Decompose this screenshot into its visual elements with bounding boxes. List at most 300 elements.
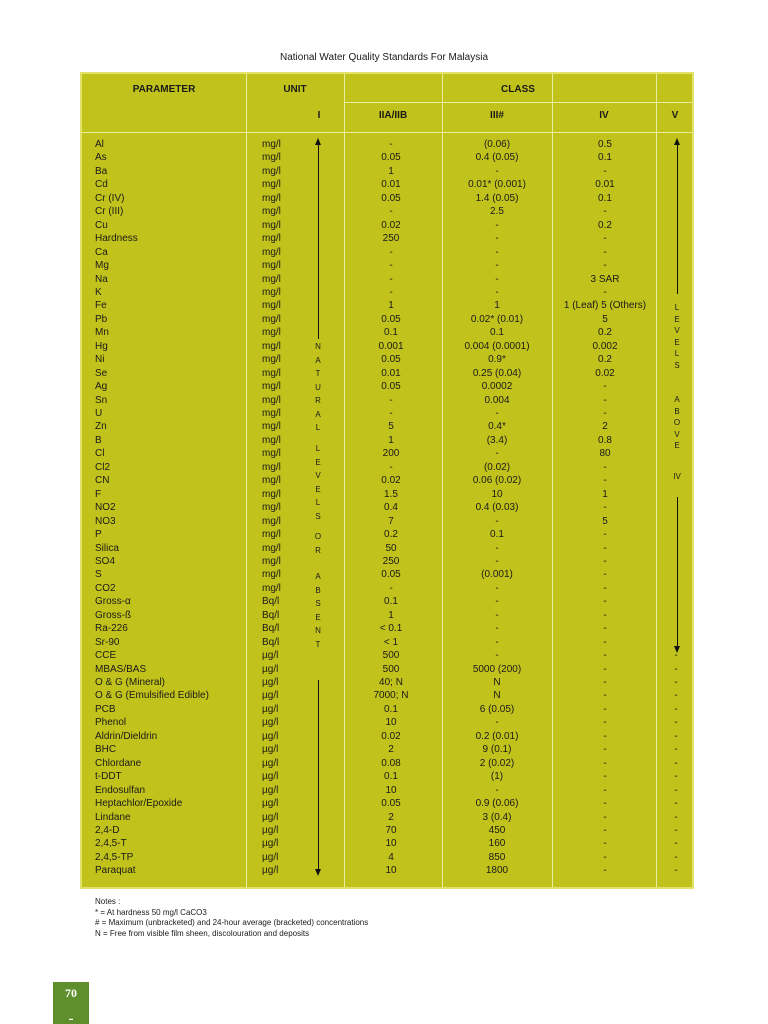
class-ii-cell: 0.4 (384, 502, 398, 514)
class-iv-cell: - (603, 394, 607, 406)
class-iii-cell: (0.001) (481, 569, 513, 581)
class-iv-cell: - (603, 165, 607, 177)
notes (95, 897, 368, 939)
class-iv-cell: - (603, 824, 607, 836)
class-iii-cell: - (495, 784, 499, 796)
class-v-cell: - (674, 677, 678, 688)
parameter-cell: Ni (95, 354, 105, 366)
parameter-cell: Ba (95, 165, 108, 177)
class-v-cell: - (674, 798, 678, 810)
table-row (0, 259, 768, 273)
table-row (0, 864, 768, 878)
parameter-cell: Heptachlor/Epoxide (95, 798, 183, 810)
class-iii-cell: 0.9* (488, 354, 506, 366)
table-row (0, 568, 768, 582)
parameter-cell: Se (95, 367, 108, 379)
class-i-letter: U (315, 382, 321, 392)
table-row (0, 784, 768, 798)
table-row (0, 689, 768, 703)
table-row (0, 353, 768, 367)
table-row (0, 730, 768, 744)
header-class-v: V (671, 110, 679, 121)
class-iii-cell: 0.004 (0.0001) (464, 340, 530, 352)
notes-heading: Notes : (95, 897, 121, 906)
class-iii-cell: - (495, 408, 499, 419)
parameter-cell: NO2 (95, 502, 116, 514)
table-row (0, 337, 768, 354)
class-v-cell: - (674, 757, 678, 769)
class-ii-cell: - (389, 260, 393, 272)
class-iii-cell: 0.25 (0.04) (472, 367, 522, 379)
table-row (0, 757, 768, 771)
class-iii-cell: 1.4 (0.05) (475, 192, 519, 204)
table-row (0, 663, 768, 677)
class-ii-cell: - (389, 286, 393, 298)
parameter-cell: Na (95, 273, 108, 285)
class-v-letter: S (674, 360, 680, 370)
class-i-letter: L (315, 498, 321, 507)
parameter-cell: Lindane (95, 811, 131, 823)
table-row (0, 367, 768, 381)
unit-cell: µg/l (262, 865, 279, 877)
header-parameter: PARAMETER (132, 84, 196, 95)
class-iii-cell: N (493, 690, 501, 702)
class-v-top-line (677, 144, 678, 294)
table-row (0, 326, 768, 340)
unit-cell: mg/l (262, 260, 281, 272)
class-v-letter: L (674, 349, 680, 358)
class-iv-cell: - (603, 555, 607, 567)
class-ii-cell: 10 (385, 865, 397, 877)
class-iv-cell: - (603, 609, 607, 621)
parameter-cell: O & G (Emulsified Edible) (95, 690, 209, 702)
table-row (0, 232, 768, 246)
parameter-cell: Cr (IV) (95, 192, 125, 204)
class-iv-cell: - (603, 475, 607, 487)
class-ii-cell: 0.1 (384, 703, 398, 715)
table-row (0, 394, 768, 408)
parameter-cell: Sn (95, 394, 108, 406)
unit-cell: mg/l (262, 152, 281, 164)
class-i-letter: L (315, 423, 321, 432)
unit-cell: mg/l (262, 233, 281, 245)
unit-cell: mg/l (262, 313, 281, 325)
class-v-cell: - (674, 650, 678, 662)
unit-cell: µg/l (262, 851, 279, 863)
class-iii-cell: 450 (488, 824, 506, 836)
unit-cell: mg/l (262, 192, 281, 204)
unit-cell: µg/l (262, 717, 279, 729)
unit-cell: Bq/l (262, 609, 280, 621)
class-v-cell: - (674, 717, 678, 729)
parameter-cell: SO4 (95, 555, 116, 567)
class-i-letter: T (315, 639, 321, 649)
class-iii-cell: - (495, 448, 499, 460)
class-iv-cell: - (603, 542, 607, 554)
parameter-cell: Zn (95, 421, 107, 433)
class-iv-cell: 0.1 (598, 192, 612, 204)
unit-cell: mg/l (262, 461, 281, 473)
unit-cell: µg/l (262, 650, 279, 662)
class-iii-cell: 160 (488, 838, 506, 850)
class-iii-cell: - (495, 542, 499, 554)
unit-cell: Bq/l (262, 636, 280, 648)
class-v-letter: V (674, 326, 680, 335)
page-number: 70 (65, 986, 77, 1000)
parameter-cell: S (95, 569, 102, 581)
class-iv-cell: 1 (602, 488, 608, 500)
class-i-letter: A (315, 572, 321, 581)
class-iii-cell: - (495, 286, 499, 298)
table-row (0, 609, 768, 623)
class-v-letter: L (674, 303, 680, 312)
class-iii-cell: (0.02) (483, 461, 511, 473)
class-i-bottom-line (318, 680, 319, 870)
class-v-down-arrow-icon (674, 646, 680, 653)
header-class-iii-label: III# (490, 110, 504, 121)
parameter-cell: 2,4,5-T (95, 838, 127, 850)
parameter-cell: Phenol (95, 717, 127, 729)
class-iv-cell: 0.1 (598, 152, 612, 164)
class-v-cell: - (674, 824, 678, 836)
header-class-iv: IV (599, 110, 609, 121)
class-iii-cell: - (495, 609, 499, 621)
unit-cell: µg/l (262, 730, 279, 742)
class-v-cell: - (674, 771, 678, 783)
class-iv-cell: 2 (602, 421, 608, 433)
parameter-cell: NO3 (95, 515, 116, 527)
unit-cell: mg/l (262, 246, 281, 258)
parameter-cell: CN (95, 475, 110, 487)
class-ii-cell: 1 (388, 434, 394, 446)
header-class: CLASS (501, 84, 535, 95)
class-v-cell: - (674, 744, 678, 756)
class-iv-cell: - (603, 636, 607, 648)
class-iii-cell: - (495, 596, 499, 608)
class-iv-cell: - (603, 260, 607, 272)
table-row (0, 797, 768, 811)
class-i-top-line (318, 144, 319, 339)
class-ii-cell: - (389, 206, 393, 218)
class-v-cell: - (674, 690, 678, 702)
class-iv-cell: - (603, 286, 607, 298)
table-row (0, 716, 768, 730)
parameter-cell: B (95, 434, 102, 446)
table-row (0, 420, 768, 434)
parameter-cell: Gross-α (95, 596, 131, 608)
class-iii-cell: 850 (488, 851, 506, 863)
class-ii-cell: 1.5 (384, 488, 398, 500)
parameter-cell: Cl (95, 448, 105, 460)
class-v-letter: A (674, 395, 680, 404)
class-i-letter: B (315, 585, 321, 595)
parameter-cell: Pb (95, 313, 108, 325)
table-row (0, 192, 768, 206)
class-ii-cell: 2 (388, 811, 394, 823)
class-iv-cell: - (603, 408, 607, 419)
class-ii-cell: 10 (385, 784, 397, 796)
class-iii-cell: 0.004 (484, 394, 510, 406)
class-ii-cell: 0.02 (381, 475, 401, 487)
class-iv-cell: - (603, 381, 607, 393)
parameter-cell: Cd (95, 179, 108, 191)
class-ii-cell: 1 (388, 165, 394, 177)
table-row (0, 770, 768, 784)
table-row (0, 474, 768, 488)
class-ii-cell: 0.05 (381, 569, 401, 581)
parameter-cell: Cl2 (95, 461, 111, 473)
parameter-cell: Chlordane (95, 757, 142, 769)
table-row (0, 299, 768, 313)
class-i-letter: E (315, 457, 321, 467)
unit-cell: µg/l (262, 677, 279, 688)
class-ii-cell: - (389, 461, 393, 473)
class-iii-cell: - (495, 650, 499, 662)
class-v-letter: E (674, 337, 680, 347)
parameter-cell: As (95, 152, 107, 164)
class-iv-cell: 1 (Leaf) 5 (Others) (563, 300, 647, 312)
unit-cell: mg/l (262, 582, 281, 594)
class-v-letter: O (673, 418, 681, 427)
unit-cell: mg/l (262, 300, 281, 312)
class-ii-cell: < 1 (383, 636, 399, 648)
class-ii-cell: 7000; N (373, 690, 409, 702)
unit-cell: mg/l (262, 475, 281, 487)
table-row (0, 649, 768, 663)
table-row (0, 528, 768, 542)
class-i-letter: E (315, 612, 321, 622)
class-ii-cell: 0.02 (381, 219, 401, 231)
class-ii-cell: 50 (385, 542, 397, 554)
class-iii-cell: 6 (0.05) (479, 703, 515, 715)
class-ii-cell: 0.01 (381, 367, 401, 379)
class-iv-cell: - (603, 663, 607, 675)
class-iii-cell: 0.2 (0.01) (475, 730, 519, 742)
unit-cell: mg/l (262, 139, 281, 150)
class-ii-cell: 10 (385, 838, 397, 850)
class-iii-cell: 0.4 (0.03) (475, 502, 519, 514)
table-row (0, 151, 768, 165)
class-iii-cell: - (495, 717, 499, 729)
class-iv-cell: - (603, 771, 607, 783)
table-row (0, 380, 768, 394)
unit-cell: µg/l (262, 798, 279, 810)
class-ii-cell: 5 (388, 421, 394, 433)
unit-cell: Bq/l (262, 596, 280, 608)
class-iv-cell: - (603, 798, 607, 810)
class-iii-cell: 9 (0.1) (482, 744, 512, 756)
unit-cell: mg/l (262, 408, 281, 419)
class-ii-cell: 70 (385, 824, 397, 836)
table-row (0, 138, 768, 152)
class-ii-cell: 500 (382, 650, 400, 662)
header-unit: UNIT (283, 84, 307, 95)
unit-cell: mg/l (262, 165, 281, 177)
class-iii-cell: - (495, 273, 499, 285)
unit-cell: mg/l (262, 488, 281, 500)
class-ii-cell: 0.2 (384, 529, 398, 541)
class-i-letter: L (315, 444, 321, 453)
class-v-cell: - (674, 865, 678, 877)
class-iv-cell: - (603, 623, 607, 635)
class-v-letter: E (674, 314, 680, 324)
class-iv-cell: - (603, 582, 607, 594)
class-iv-cell: - (603, 851, 607, 863)
class-iv-cell: 0.002 (592, 340, 618, 352)
class-iv-cell: - (603, 677, 607, 688)
class-iv-cell: 5 (602, 313, 608, 325)
parameter-cell: Aldrin/Dieldrin (95, 730, 158, 742)
unit-cell: mg/l (262, 273, 281, 285)
class-ii-cell: 0.1 (384, 596, 398, 608)
class-iii-cell: 10 (491, 488, 503, 500)
table-row (0, 447, 768, 461)
table-row (0, 165, 768, 179)
table-row (0, 837, 768, 851)
class-i-letter: N (315, 342, 321, 351)
parameter-cell: Ca (95, 246, 108, 258)
class-iii-cell: 0.1 (490, 529, 504, 541)
table-row (0, 582, 768, 596)
parameter-cell: t-DDT (95, 771, 122, 783)
class-iv-cell: 3 SAR (590, 273, 620, 285)
class-ii-cell: 200 (382, 448, 400, 460)
unit-cell: mg/l (262, 542, 281, 554)
class-iv-cell: - (603, 811, 607, 823)
table-row (0, 205, 768, 219)
class-iii-cell: N (493, 677, 501, 688)
unit-cell: mg/l (262, 219, 281, 231)
parameter-cell: Cr (III) (95, 206, 124, 218)
table-row (0, 811, 768, 825)
class-iii-cell: - (495, 555, 499, 567)
class-iii-cell: - (495, 233, 499, 245)
parameter-cell: Mn (95, 327, 109, 339)
class-ii-cell: 0.05 (381, 381, 401, 393)
class-ii-cell: 0.1 (384, 771, 398, 783)
class-ii-cell: - (389, 582, 393, 594)
class-iii-cell: 1 (494, 300, 500, 312)
class-iv-cell: 0.2 (598, 354, 612, 366)
class-v-iv-label: IV (673, 472, 681, 481)
table-row (0, 515, 768, 529)
class-iv-cell: - (603, 233, 607, 245)
table-row (0, 622, 768, 636)
class-ii-cell: 0.05 (381, 152, 401, 164)
class-iv-cell: 5 (602, 515, 608, 527)
class-v-cell: - (674, 784, 678, 796)
class-ii-cell: - (389, 246, 393, 258)
unit-cell: mg/l (262, 502, 281, 514)
class-iii-cell: (3.4) (486, 434, 508, 446)
class-i-letter: A (315, 409, 321, 419)
class-iii-cell: - (495, 636, 499, 648)
unit-cell: mg/l (262, 448, 281, 460)
class-v-cell: - (674, 703, 678, 715)
parameter-cell: Sr-90 (95, 636, 120, 648)
parameter-cell: U (95, 408, 103, 419)
class-iv-cell: - (603, 246, 607, 258)
table-row (0, 824, 768, 838)
table-row (0, 851, 768, 865)
parameter-cell: Ra-226 (95, 623, 128, 635)
class-i-letter: A (315, 355, 321, 365)
table-row (0, 676, 768, 690)
parameter-cell: Endosulfan (95, 784, 146, 796)
class-ii-cell: 7 (388, 515, 394, 527)
class-ii-cell: 0.05 (381, 192, 401, 204)
table-row (0, 542, 768, 556)
class-iii-cell: 3 (0.4) (482, 811, 512, 823)
class-ii-cell: - (389, 139, 393, 150)
class-iii-cell: 2 (0.02) (479, 757, 515, 769)
class-i-letter: E (315, 484, 321, 494)
parameter-cell: Cu (95, 219, 108, 231)
class-iv-cell: - (603, 596, 607, 608)
class-i-letter: T (315, 369, 321, 378)
parameter-cell: Paraquat (95, 865, 136, 877)
class-iv-cell: - (603, 865, 607, 877)
table-row (0, 219, 768, 233)
table-row (0, 461, 768, 475)
parameter-cell: BHC (95, 744, 117, 756)
class-ii-cell: 0.1 (384, 327, 398, 339)
unit-cell: mg/l (262, 394, 281, 406)
class-ii-cell: 40; N (379, 677, 403, 688)
class-ii-cell: 250 (382, 233, 400, 245)
class-iii-cell: - (495, 623, 499, 635)
class-ii-cell: 0.05 (381, 313, 401, 325)
parameter-cell: Fe (95, 300, 107, 312)
table-row (0, 286, 768, 300)
class-i-letter: R (315, 545, 321, 555)
class-iii-cell: (1) (490, 771, 504, 783)
header-class-iii (442, 110, 552, 121)
unit-cell: mg/l (262, 434, 281, 446)
class-iii-cell: 0.02* (0.01) (470, 313, 524, 325)
table-row (0, 407, 768, 421)
class-v-letter: V (674, 429, 680, 439)
class-i-letter: R (315, 396, 321, 405)
class-iii-cell: - (495, 515, 499, 527)
unit-cell: mg/l (262, 381, 281, 393)
class-iii-cell: 0.0002 (481, 381, 513, 393)
class-iii-cell: 0.01* (0.001) (468, 179, 526, 191)
unit-cell: mg/l (262, 515, 281, 527)
class-ii-cell: 500 (382, 663, 400, 675)
class-iv-cell: - (603, 703, 607, 715)
class-iv-cell: - (603, 717, 607, 729)
note-average: # = Maximum (unbracketed) and 24-hour average (bracketed) concentrations (95, 918, 369, 927)
class-i-letter: V (315, 471, 321, 480)
class-v-cell: - (674, 838, 678, 850)
note-film: N = Free from visible film sheen, discolouration and deposits (95, 928, 310, 938)
class-iv-cell: 0.01 (595, 179, 615, 191)
class-iv-cell: - (603, 744, 607, 756)
unit-cell: Bq/l (262, 623, 280, 635)
class-ii-cell: 0.01 (381, 179, 401, 191)
class-iv-cell: - (603, 569, 607, 581)
parameter-cell: 2,4,5-TP (95, 851, 134, 863)
unit-cell: mg/l (262, 569, 281, 581)
class-iii-cell: 1800 (485, 865, 509, 877)
class-iii-cell: 5000 (200) (472, 663, 522, 675)
page-footer-mark: ▬ (69, 1016, 73, 1021)
unit-cell: mg/l (262, 421, 281, 433)
parameter-cell: MBAS/BAS (95, 663, 147, 675)
unit-cell: mg/l (262, 206, 281, 218)
class-ii-cell: 1 (388, 609, 394, 621)
